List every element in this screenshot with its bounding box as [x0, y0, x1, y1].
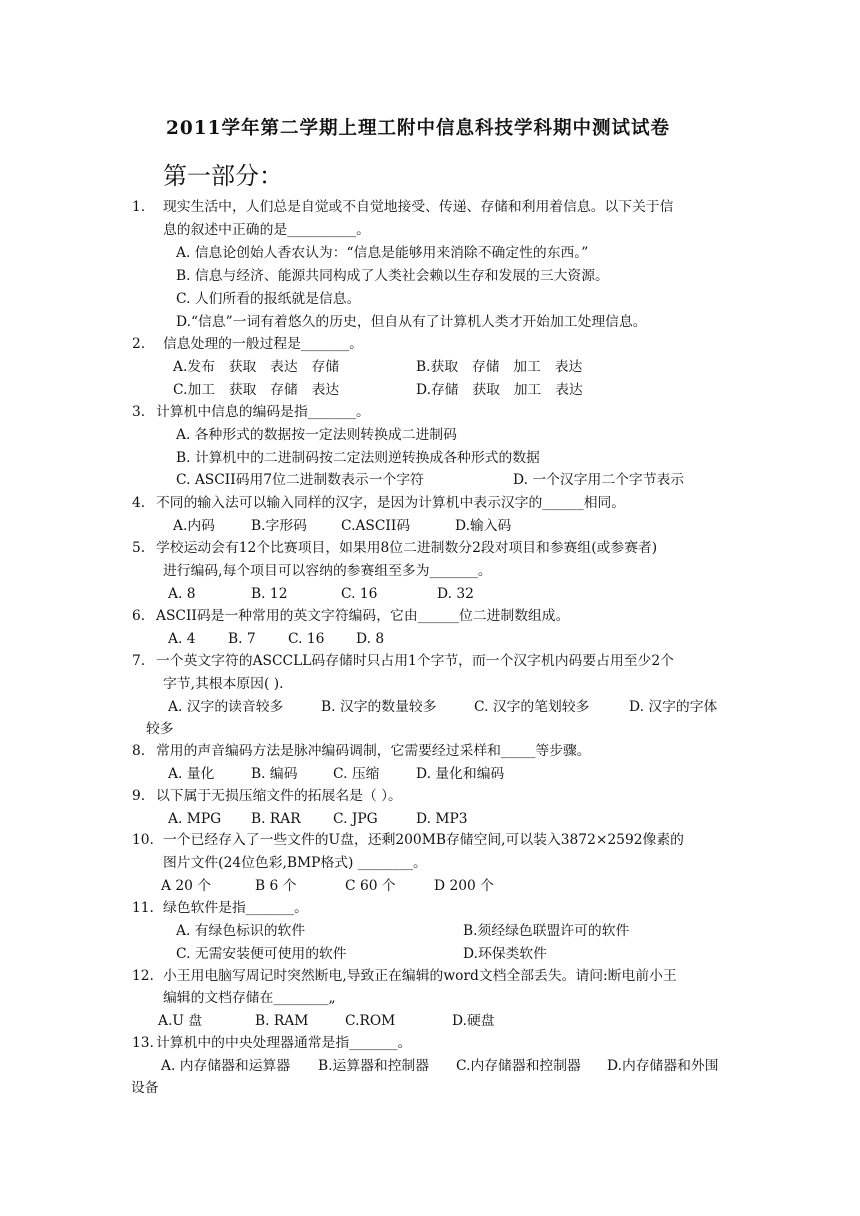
q11-option-a: A. 有绿色标识的软件: [176, 923, 306, 939]
q12-stem-line2: 编辑的文档存储在________„: [163, 990, 336, 1006]
q2-number: 2.: [132, 336, 146, 352]
q2-option-c: C.加工 获取 存储 表达: [173, 382, 340, 398]
q5-option-c: C. 16: [341, 586, 378, 602]
q11-option-c: C. 无需安装便可使用的软件: [176, 946, 347, 962]
q8-option-d: D. 量化和编码: [416, 766, 505, 782]
q10-option-d: D 200 个: [434, 878, 494, 894]
q12-option-c: C.ROM: [345, 1013, 396, 1029]
q9-number: 9.: [132, 788, 146, 804]
q4-number: 4.: [132, 495, 146, 511]
q11-option-b: B.须经绿色联盟许可的软件: [463, 923, 630, 939]
q5-number: 5.: [132, 540, 146, 556]
q7-option-d: D. 汉字的字体: [629, 699, 718, 715]
q7-stem-line1: 一个英文字符的ASCCLL码存储时只占用1个字节，而一个汉字机内码要占用至少2个: [156, 653, 674, 669]
q3-option-a: A. 各种形式的数据按一定法则转换成二进制码: [176, 427, 457, 443]
q13-option-c: C.内存储器和控制器: [456, 1058, 581, 1074]
q1-option-d: D.“信息”一词有着悠久的历史，但自从有了计算机人类才开始加工处理信息。: [176, 314, 647, 330]
q4-option-b: B.字形码: [251, 518, 307, 534]
q8-number: 8.: [132, 743, 146, 759]
q1-stem-line2: 息的叙述中正确的是__________。: [163, 222, 370, 238]
q6-option-c: C. 16: [288, 631, 325, 647]
q10-number: 10.: [132, 832, 154, 848]
q12-stem-line1: 小王用电脑写周记时突然断电,导致正在编辑的word文档全部丢失。请问:断电前小王: [163, 968, 677, 984]
q11-number: 11.: [132, 900, 154, 916]
q9-option-b: B. RAR: [251, 811, 301, 827]
q10-stem-line2: 图片文件(24位色彩,BMP格式) ________。: [163, 855, 427, 871]
q11-option-d: D.环保类软件: [463, 946, 547, 962]
q13-option-b: B.运算器和控制器: [318, 1058, 430, 1074]
q2-option-a: A.发布 获取 表达 存储: [173, 359, 340, 375]
q9-stem: 以下属于无损压缩文件的拓展名是（ ）。: [156, 788, 402, 804]
exam-title: 2011学年第二学期上理工附中信息科技学科期中测试试卷: [166, 118, 670, 139]
q6-number: 6.: [132, 608, 146, 624]
q5-option-d: D. 32: [437, 586, 474, 602]
q1-stem-line1: 现实生活中，人们总是自觉或不自觉地接受、传递、存储和利用着信息。以下关于信: [163, 199, 674, 215]
q5-option-a: A. 8: [168, 586, 196, 602]
q3-option-c: C. ASCII码用7位二进制数表示一个字符: [176, 472, 424, 488]
q7-option-c: C. 汉字的笔划较多: [474, 699, 590, 715]
section-heading: 第一部分：: [163, 162, 283, 190]
q13-option-d-wrap: 设备: [131, 1080, 159, 1096]
q6-stem: ASCII码是一种常用的英文字符编码，它由______位二进制数组成。: [156, 608, 570, 624]
q7-option-a: A. 汉字的读音较多: [168, 699, 284, 715]
q7-stem-line2: 字节,其根本原因( ).: [163, 676, 284, 692]
q6-option-b: B. 7: [228, 631, 256, 647]
q4-option-d: D.输入码: [455, 518, 512, 534]
q12-number: 12.: [132, 968, 154, 984]
q6-option-a: A. 4: [168, 631, 196, 647]
q13-option-d: D.内存储器和外围: [607, 1058, 719, 1074]
q4-option-a: A.内码: [173, 518, 215, 534]
q2-option-d: D.存储 获取 加工 表达: [416, 382, 583, 398]
q8-option-a: A. 量化: [168, 766, 215, 782]
q10-option-a: A 20 个: [161, 878, 212, 894]
q4-stem: 不同的输入法可以输入同样的汉字，是因为计算机中表示汉字的______相同。: [156, 495, 626, 511]
q13-stem: 计算机中的中央处理器通常是指_______。: [156, 1035, 412, 1051]
q2-option-b: B.获取 存储 加工 表达: [416, 359, 583, 375]
q12-option-b: B. RAM: [255, 1013, 309, 1029]
q12-option-a: A.U 盘: [158, 1013, 203, 1029]
q4-option-c: C.ASCII码: [341, 518, 411, 534]
q5-stem-line1: 学校运动会有12个比赛项目，如果用8位二进制数分2段对项目和参赛组(或参赛者): [156, 540, 658, 556]
q1-number: 1.: [132, 199, 146, 215]
q10-option-c: C 60 个: [345, 878, 396, 894]
q10-option-b: B 6 个: [255, 878, 297, 894]
q10-stem-line1: 一个已经存入了一些文件的U盘，还剩200MB存储空间,可以装入3872×2592像素的: [163, 832, 684, 848]
q13-number: 13.: [132, 1035, 154, 1051]
q3-number: 3.: [132, 404, 146, 420]
q9-option-c: C. JPG: [333, 811, 378, 827]
q2-stem: 信息处理的一般过程是_______。: [163, 336, 364, 352]
q7-option-d-wrap: 较多: [146, 721, 174, 737]
q11-stem: 绿色软件是指_______。: [163, 900, 308, 916]
q7-number: 7.: [132, 653, 146, 669]
q1-option-c: C. 人们所看的报纸就是信息。: [176, 291, 361, 307]
q3-option-b: B. 计算机中的二进制码按二定法则逆转换成各种形式的数据: [176, 450, 540, 466]
q1-option-b: B. 信息与经济、能源共同构成了人类社会赖以生存和发展的三大资源。: [176, 268, 609, 284]
q7-option-b: B. 汉字的数量较多: [321, 699, 437, 715]
q3-option-d: D. 一个汉字用二个字节表示: [513, 472, 685, 488]
q3-stem: 计算机中信息的编码是指_______。: [156, 404, 370, 420]
q9-option-d: D. MP3: [416, 811, 468, 827]
q5-option-b: B. 12: [251, 586, 288, 602]
q8-option-c: C. 压缩: [333, 766, 380, 782]
q6-option-d: D. 8: [356, 631, 385, 647]
q1-option-a: A. 信息论创始人香农认为：“信息是能够用来消除不确定性的东西。”: [176, 245, 589, 261]
q9-option-a: A. MPG: [168, 811, 222, 827]
q12-option-d: D.硬盘: [452, 1013, 495, 1029]
q8-option-b: B. 编码: [251, 766, 298, 782]
q5-stem-line2: 进行编码,每个项目可以容纳的参赛组至多为_______。: [163, 563, 492, 579]
q13-option-a: A. 内存储器和运算器: [161, 1058, 291, 1074]
q8-stem: 常用的声音编码方法是脉冲编码调制，它需要经过采样和_____等步骤。: [156, 743, 591, 759]
